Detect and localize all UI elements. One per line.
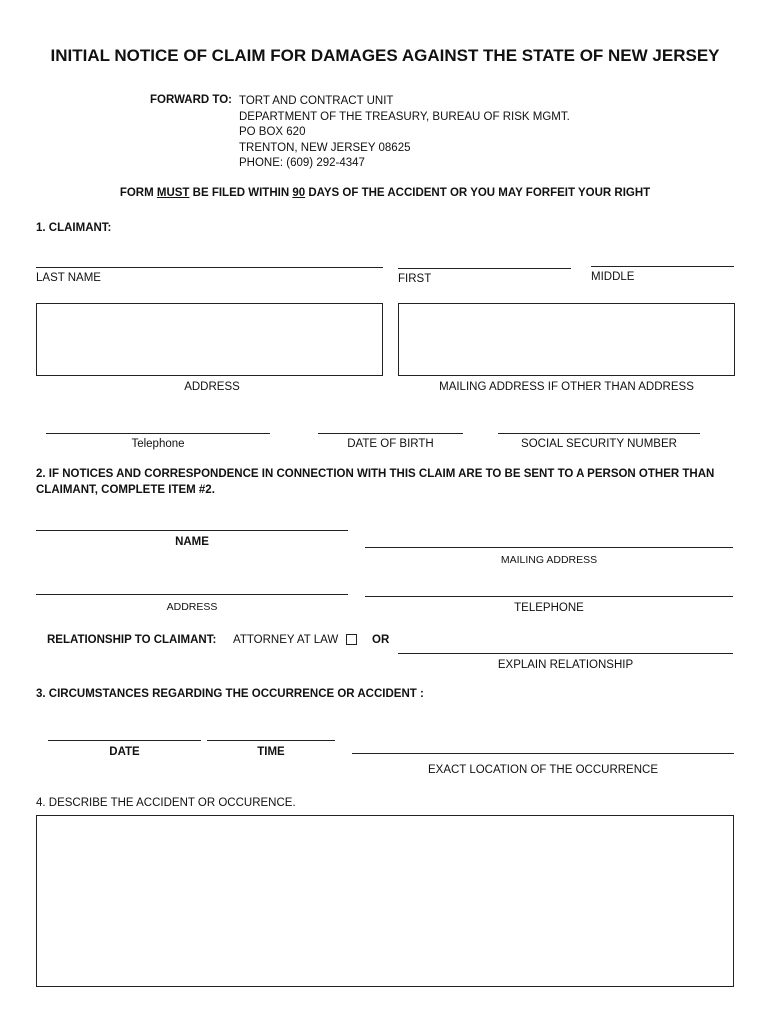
- section-2-heading: 2. IF NOTICES AND CORRESPONDENCE IN CONNECTION WITH THIS CLAIM ARE TO BE SENT TO A PERSON OTHER THAN CLAIMANT, COMPLETE ITEM #2.: [36, 468, 715, 496]
- agent-name-label: NAME: [175, 536, 209, 548]
- attorney-at-law-checkbox[interactable]: [346, 634, 357, 645]
- forward-line: DEPARTMENT OF THE TREASURY, BUREAU OF RISK MGMT.: [239, 110, 570, 123]
- telephone-field[interactable]: [46, 433, 270, 434]
- form-title: INITIAL NOTICE OF CLAIM FOR DAMAGES AGAINST THE STATE OF NEW JERSEY: [50, 46, 720, 65]
- must-emphasis: MUST: [156, 187, 190, 199]
- section-3-heading: 3. CIRCUMSTANCES REGARDING THE OCCURRENCE OR ACCIDENT :: [36, 688, 424, 700]
- agent-telephone-label: TELEPHONE: [514, 602, 584, 614]
- attorney-at-law-label: ATTORNEY AT LAW: [233, 634, 339, 646]
- last-name-label: LAST NAME: [36, 272, 101, 284]
- occurrence-location-field[interactable]: [352, 753, 734, 754]
- date-of-birth-label: DATE OF BIRTH: [347, 438, 434, 450]
- agent-mailing-address-label: MAILING ADDRESS: [500, 554, 598, 566]
- occurrence-location-label: EXACT LOCATION OF THE OCCURRENCE: [427, 764, 659, 776]
- ssn-field[interactable]: [498, 433, 700, 434]
- mailing-address-label: MAILING ADDRESS IF OTHER THAN ADDRESS: [439, 381, 694, 393]
- explain-relationship-label: EXPLAIN RELATIONSHIP: [497, 659, 634, 671]
- forward-line: TORT AND CONTRACT UNIT: [239, 95, 394, 107]
- mailing-address-box[interactable]: [398, 303, 735, 376]
- occurrence-date-label: DATE: [109, 746, 140, 758]
- telephone-label: Telephone: [131, 438, 185, 450]
- ssn-label: SOCIAL SECURITY NUMBER: [521, 438, 677, 450]
- accident-description-box[interactable]: [36, 815, 734, 987]
- agent-address-label: ADDRESS: [166, 601, 218, 613]
- agent-name-field[interactable]: [36, 530, 348, 531]
- section-1-heading: 1. CLAIMANT:: [36, 222, 112, 234]
- occurrence-time-field[interactable]: [207, 740, 335, 741]
- section-4-heading: 4. DESCRIBE THE ACCIDENT OR OCCURENCE.: [36, 797, 296, 809]
- or-label: OR: [372, 634, 390, 646]
- address-box[interactable]: [36, 303, 383, 376]
- forward-to-address: [239, 94, 570, 172]
- address-label: ADDRESS: [184, 381, 240, 393]
- agent-address-field[interactable]: [36, 594, 348, 595]
- occurrence-time-label: TIME: [257, 746, 285, 758]
- forward-line: TRENTON, NEW JERSEY 08625: [239, 141, 411, 154]
- days-emphasis: 90: [292, 187, 306, 199]
- forward-line: PHONE: (609) 292-4347: [239, 157, 365, 169]
- first-name-label: FIRST: [398, 273, 432, 285]
- occurrence-date-field[interactable]: [48, 740, 201, 741]
- agent-mailing-address-field[interactable]: [365, 547, 733, 548]
- middle-name-field[interactable]: [591, 266, 734, 267]
- date-of-birth-field[interactable]: [318, 433, 463, 434]
- relationship-label: RELATIONSHIP TO CLAIMANT:: [47, 634, 217, 646]
- forward-line: PO BOX 620: [239, 126, 306, 138]
- first-name-field[interactable]: [398, 268, 571, 269]
- middle-name-label: MIDDLE: [591, 271, 635, 283]
- filing-deadline-notice: FORM MUST BE FILED WITHIN 90 DAYS OF THE ACCIDENT OR YOU MAY FORFEIT YOUR RIGHT: [119, 187, 651, 199]
- forward-to-label: FORWARD TO:: [150, 94, 232, 106]
- explain-relationship-field[interactable]: [398, 653, 733, 654]
- last-name-field[interactable]: [36, 267, 383, 268]
- agent-telephone-field[interactable]: [365, 596, 733, 597]
